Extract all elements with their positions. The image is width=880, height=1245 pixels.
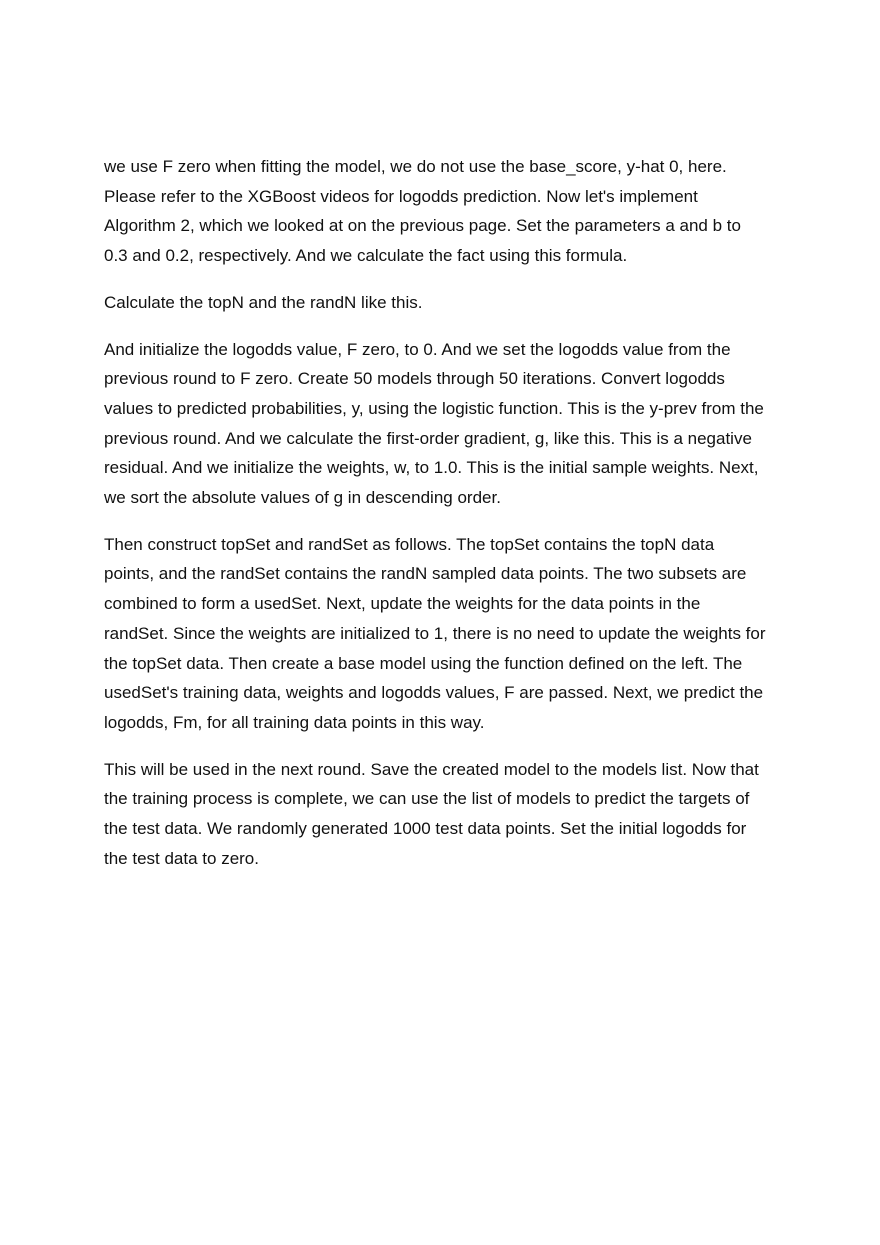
- paragraph: Calculate the topN and the randN like this.: [104, 292, 423, 312]
- paragraph: Then construct topSet and randSet as follows. The topSet contains the topN data points, and the randSet contains the randN sampled data points. The two subsets are combined to form a usedSet. Next, update the weights for the data points in the randSet. Since the weights are initialized to 1, there is no need to update the weights for the topSet data. Then create a base model using the function defined on the left. The usedSet's training data, weights and logodds values, F are passed. Next, we predict the logodds, Fm, for all training data points in this way.: [104, 534, 766, 732]
- document-body: [104, 152, 780, 890]
- paragraph: And initialize the logodds value, F zero, to 0. And we set the logodds value from the previous round to F zero. Create 50 models through 50 iterations. Convert logodds values to predicted probabilities, y, using the logistic function. This is the y-prev from the previous round. And we calculate the first-order gradient, g, like this. This is a negative residual. And we initialize the weights, w, to 1.0. This is the initial sample weights. Next, we sort the absolute values of g in descending order.: [104, 339, 764, 508]
- paragraph: we use F zero when fitting the model, we do not use the base_score, y-hat 0, here. Please refer to the XGBoost videos for logodds prediction. Now let's implement Algorithm 2, which we looked at on the previous page. Set the parameters a and b to 0.3 and 0.2, respectively. And we calculate the fact using this formula.: [104, 157, 741, 266]
- paragraph: This will be used in the next round. Save the created model to the models list. Now that the training process is complete, we can use the list of models to predict the targets of the test data. We randomly generated 1000 test data points. Set the initial logodds for the test data to zero.: [104, 759, 759, 868]
